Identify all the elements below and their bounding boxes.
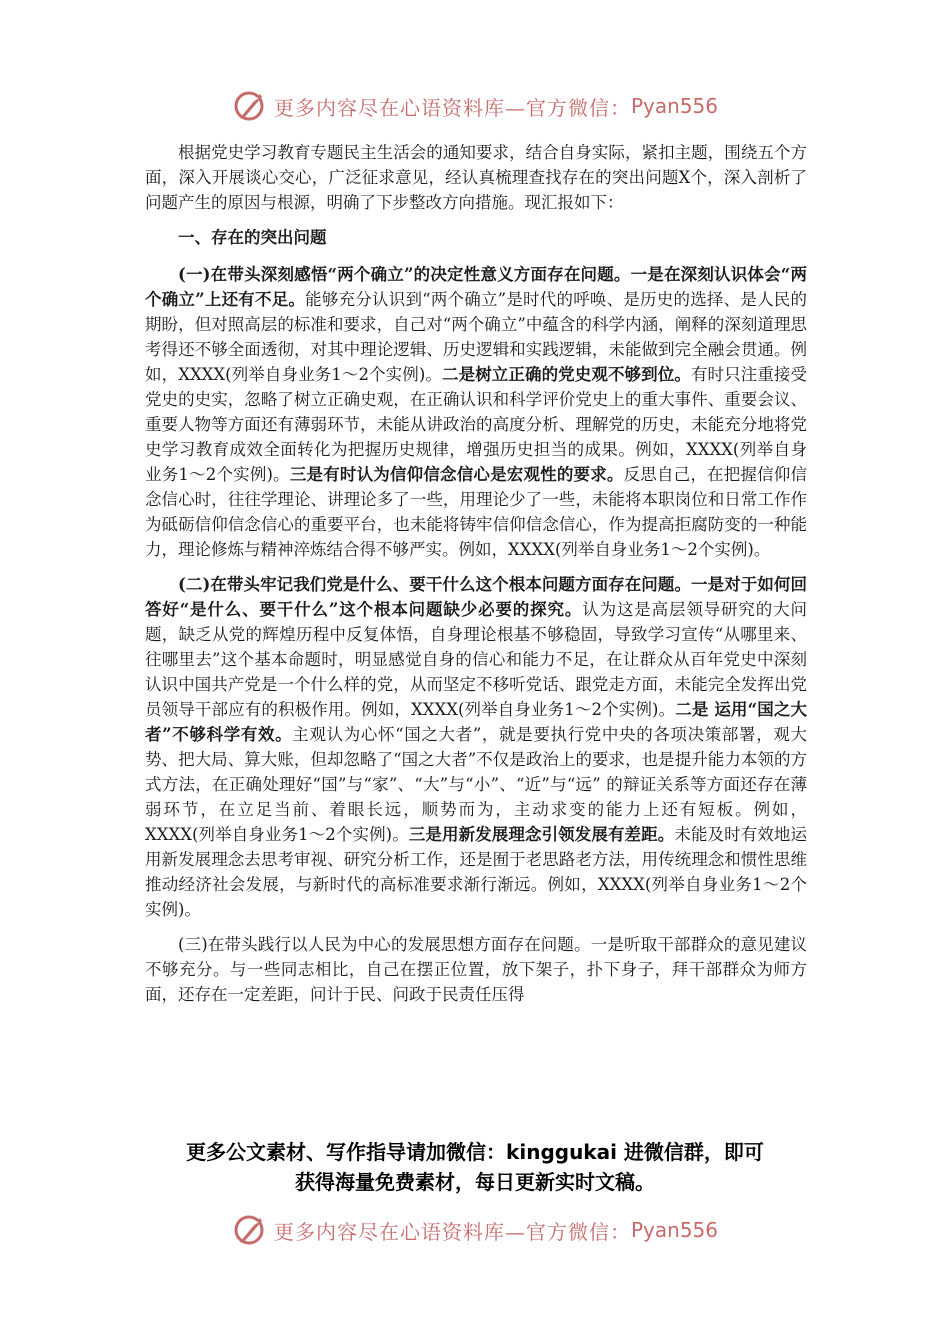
p1-bold-3: 三是有时认为信仰信念信心是宏观性的要求。 [289, 465, 624, 484]
section-heading: 一、存在的突出问题 [178, 228, 327, 247]
watermark-header [0, 86, 950, 126]
p2-text-2: 主观认为心怀“国之大者”，就是要执行党中央的各项决策部署，观大势、把大局、算大账，但却忽略了“国之大者”不仅是政治上的要求，也是提升能力本领的方式方法，在正确处理好“国”与“家”、“大”与“小”、“近”与“远” 的辩证关系等方面还存在薄弱环节，在立足当前、着眼长远，顺势而为，主动求变的能力上还有短板。例如，XXXX(列举自身业务1～2个实例)。 [145, 725, 807, 844]
p1-text-1: 能够充分认识到“两个确立”是时代的呼唤、是历史的选择、是人民的期盼，但对照高层的标准和要求，自己对“两个确立”中蕴含的科学内涵，阐释的深刻道理思考得还不够全面透彻，对其中理论逻辑、历史逻辑和实践逻辑，未能做到完全融会贯通。例如，XXXX(列举自身业务1～2个实例)。 [145, 290, 807, 384]
paragraph-2 [145, 572, 807, 922]
p1-bold-1: (一)在带头深刻感悟“两个确立”的决定性意义方面存在问题。一是在深刻认识体会“两个确立”上还有不足。 [145, 265, 807, 309]
document-body [145, 140, 807, 1017]
intro-paragraph: 根据党史学习教育专题民主生活会的通知要求，结合自身实际，紧扣主题，围绕五个方面，深入开展谈心交心，广泛征求意见，经认真梳理查找存在的突出问题X个，深入剖析了问题产生的原因与根源，明确了下步整改方向措施。现汇报如下： [145, 143, 807, 212]
watermark-wechat-id: Pyan556 [630, 1218, 718, 1242]
promo-line-1: 更多公文素材、写作指导请加微信：kinggukai 进微信群，即可 [186, 1140, 764, 1164]
watermark-wechat-id: Pyan556 [630, 94, 718, 118]
paragraph-1 [145, 262, 807, 562]
p2-text-1: 认为这是高层领导研究的大问题，缺乏从党的辉煌历程中反复体悟，自身理论根基不够稳固，导致学习宣传“从哪里来、往哪里去”这个基本命题时，明显感觉自身的信心和能力不足，在让群众从百年党史中深刻认识中国共产党是一个什么样的党，从而坚定不移听党话、跟党走方面，未能完全发挥出党员领导干部应有的积极作用。例如，XXXX(列举自身业务1～2个实例)。 [145, 600, 808, 719]
p1-text-3: 反思自己，在把握信仰信念信心时，往往学理论、讲理论多了一些，用理论少了一些，未能将本职岗位和日常工作作为砥砺信仰信念信心的重要平台，也未能将铸牢信仰信念信心，作为提高拒腐防变的一种能力，理论修炼与精神淬炼结合得不够严实。例如，XXXX(列举自身业务1～2个实例)。 [145, 465, 808, 559]
quill-logo-icon [232, 1212, 268, 1248]
watermark-text: 更多内容尽在心语资料库—官方微信： [273, 95, 631, 120]
p2-bold-2: 二是 运用“国之大者”不够科学有效。 [145, 700, 807, 744]
watermark-text: 更多内容尽在心语资料库—官方微信： [273, 1219, 631, 1244]
promo-banner [100, 1137, 850, 1197]
quill-logo-icon [232, 88, 268, 124]
p1-bold-2: 二是树立正确的党史观不够到位。 [442, 365, 691, 384]
p1-text-2: 有时只注重接受党史的史实，忽略了树立正确史观，在正确认识和科学评价党史上的重大事件、重要会议、重要人物等方面还有薄弱环节，未能从讲政治的高度分析、理解党的历史，未能充分地将党史学习教育成效全面转化为把握历史规律，增强历史担当的成果。例如，XXXX(列举自身业务1～2个实例)。 [145, 365, 808, 484]
watermark-footer [0, 1210, 950, 1250]
p2-text-3: 未能及时有效地运用新发展理念去思考审视、研究分析工作，还是囿于老思路老方法，用传统理念和惯性思维推动经济社会发展，与新时代的高标准要求渐行渐远。例如，XXXX(列举自身业务1～2个实例)。 [145, 825, 808, 919]
p2-bold-3: 三是用新发展理念引领发展有差距。 [408, 825, 675, 844]
promo-line-2: 获得海量免费素材，每日更新实时文稿。 [295, 1170, 655, 1194]
paragraph-3: (三)在带头践行以人民为中心的发展思想方面存在问题。一是听取干部群众的意见建议不够充分。与一些同志相比，自己在摆正位置，放下架子，扑下身子，拜干部群众为师方面，还存在一定差距，问计于民、问政于民责任压得 [145, 935, 807, 1004]
p2-bold-1: (二)在带头牢记我们党是什么、要干什么这个根本问题方面存在问题。一是对于如何回答好“是什么、要干什么”这个根本问题缺少必要的探究。 [145, 575, 807, 619]
